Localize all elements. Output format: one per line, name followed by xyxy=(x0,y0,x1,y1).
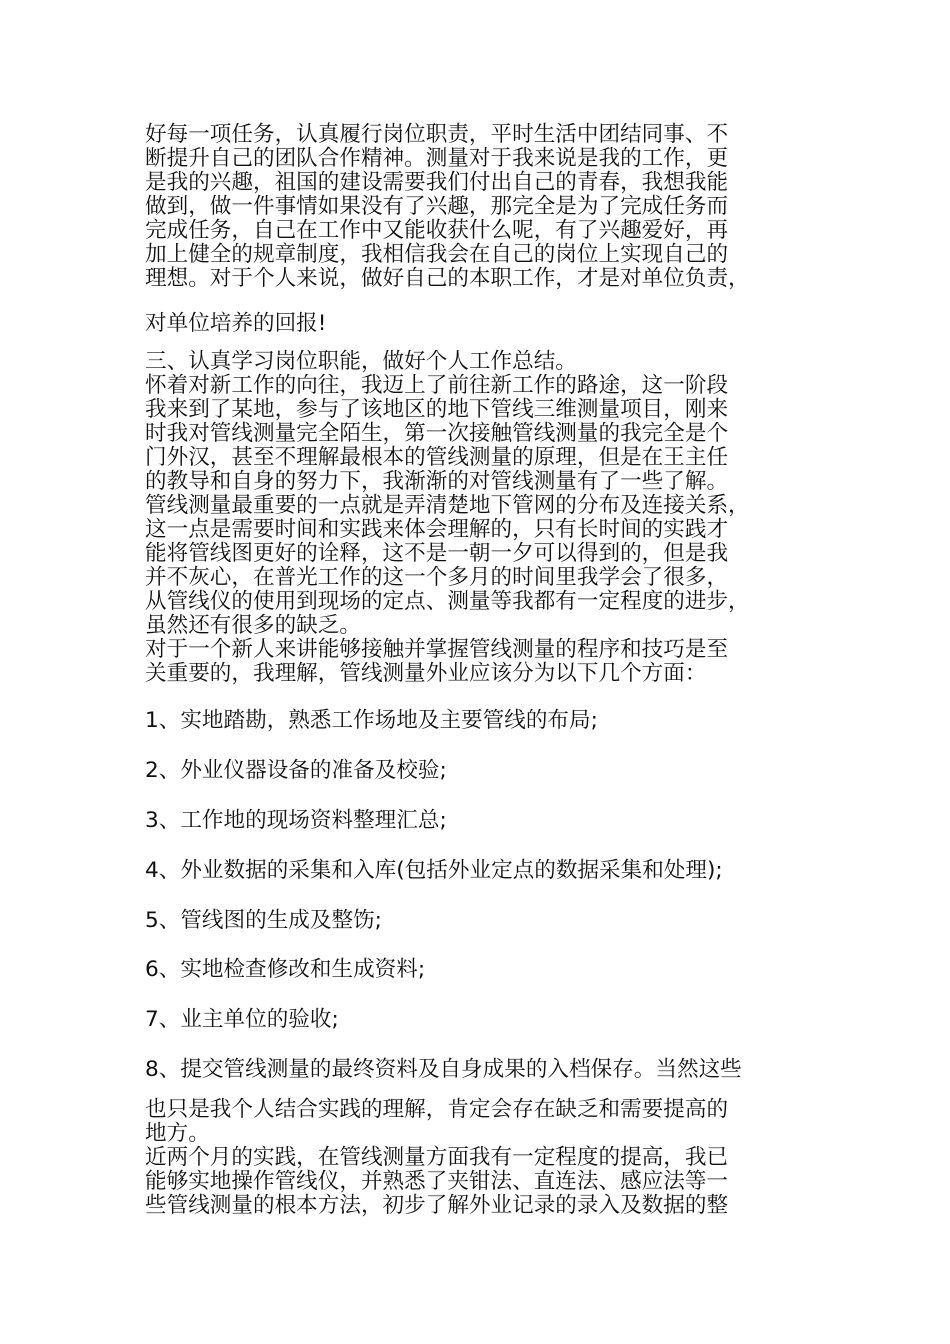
text-line: 地方。 xyxy=(145,1121,210,1146)
text-line: 理想。对于个人来说，做好自己的本职工作，才是对单位负责， xyxy=(145,266,750,291)
paragraph-1 xyxy=(145,123,825,291)
text-line: 对于一个新人来讲能够接触并掌握管线测量的程序和技巧是至 xyxy=(145,637,729,662)
text-line: 完成任务，自己在工作中又能收获什么呢，有了兴趣爱好，再 xyxy=(145,218,729,243)
list-item-4 xyxy=(145,859,825,883)
text-line: 断提升自己的团队合作精神。测量对于我来说是我的工作，更 xyxy=(145,146,729,171)
text-line: 能够实地操作管线仪，并熟悉了夹钳法、直连法、感应法等一 xyxy=(145,1169,729,1194)
text-line: 并不灰心，在普光工作的这一个多月的时间里我学会了很多， xyxy=(145,565,729,590)
section-heading-text: 三、认真学习岗位职能，做好个人工作总结。 xyxy=(145,349,577,374)
text-line: 做到，做一件事情如果没有了兴趣，那完全是为了完成任务而 xyxy=(145,194,729,219)
list-item-7 xyxy=(145,1008,825,1032)
text-line: 怀着对新工作的向往，我迈上了前往新工作的路途，这一阶段 xyxy=(145,373,729,398)
list-item-2 xyxy=(145,759,825,783)
text-line: 这一点是需要时间和实践来体会理解的，只有长时间的实践才 xyxy=(145,517,729,542)
list-item-3 xyxy=(145,809,825,833)
text-line: 虽然还有很多的缺乏。 xyxy=(145,613,361,638)
text-line: 门外汉，甚至不理解最根本的管线测量的原理，但是在王主任 xyxy=(145,445,729,470)
list-item: 1、实地踏勘，熟悉工作场地及主要管线的布局; xyxy=(145,708,598,733)
list-item: 2、外业仪器设备的准备及校验; xyxy=(145,758,447,783)
text-line: 管线测量最重要的一点就是弄清楚地下管网的分布及连接关系， xyxy=(145,493,750,518)
list-item: 4、外业数据的采集和入库(包括外业定点的数据采集和处理); xyxy=(145,858,723,883)
paragraph-2 xyxy=(145,312,825,336)
section-heading xyxy=(145,350,825,374)
text-line: 加上健全的规章制度，我相信我会在自己的岗位上实现自己的 xyxy=(145,242,729,267)
paragraph-4 xyxy=(145,1098,825,1218)
list-item: 7、业主单位的验收; xyxy=(145,1007,339,1032)
text-line: 些管线测量的根本方法，初步了解外业记录的录入及数据的整 xyxy=(145,1193,729,1218)
list-item-5 xyxy=(145,909,825,933)
paragraph-3 xyxy=(145,374,825,686)
text-line: 对单位培养的回报! xyxy=(145,311,327,336)
text-line: 也只是我个人结合实践的理解，肯定会存在缺乏和需要提高的 xyxy=(145,1097,729,1122)
list-item-1 xyxy=(145,709,825,733)
list-item: 5、管线图的生成及整饬; xyxy=(145,908,382,933)
text-line: 近两个月的实践，在管线测量方面我有一定程度的提高，我已 xyxy=(145,1145,729,1170)
text-line: 的教导和自身的努力下，我渐渐的对管线测量有了一些了解。 xyxy=(145,469,729,494)
text-line: 时我对管线测量完全陌生，第一次接触管线测量的我完全是个 xyxy=(145,421,729,446)
text-line: 从管线仪的使用到现场的定点、测量等我都有一定程度的进步， xyxy=(145,589,750,614)
text-line: 关重要的，我理解，管线测量外业应该分为以下几个方面： xyxy=(145,661,707,686)
text-line: 是我的兴趣，祖国的建设需要我们付出自己的青春，我想我能 xyxy=(145,170,729,195)
list-item: 8、提交管线测量的最终资料及自身成果的入档保存。当然这些 xyxy=(145,1057,742,1082)
list-item: 3、工作地的现场资料整理汇总; xyxy=(145,808,447,833)
list-item-6 xyxy=(145,958,825,982)
text-line: 好每一项任务，认真履行岗位职责，平时生活中团结同事、不 xyxy=(145,122,729,147)
text-line: 能将管线图更好的诠释，这不是一朝一夕可以得到的，但是我 xyxy=(145,541,729,566)
text-line: 我来到了某地，参与了该地区的地下管线三维测量项目，刚来 xyxy=(145,397,729,422)
list-item-8 xyxy=(145,1058,825,1082)
list-item: 6、实地检查修改和生成资料; xyxy=(145,957,426,982)
